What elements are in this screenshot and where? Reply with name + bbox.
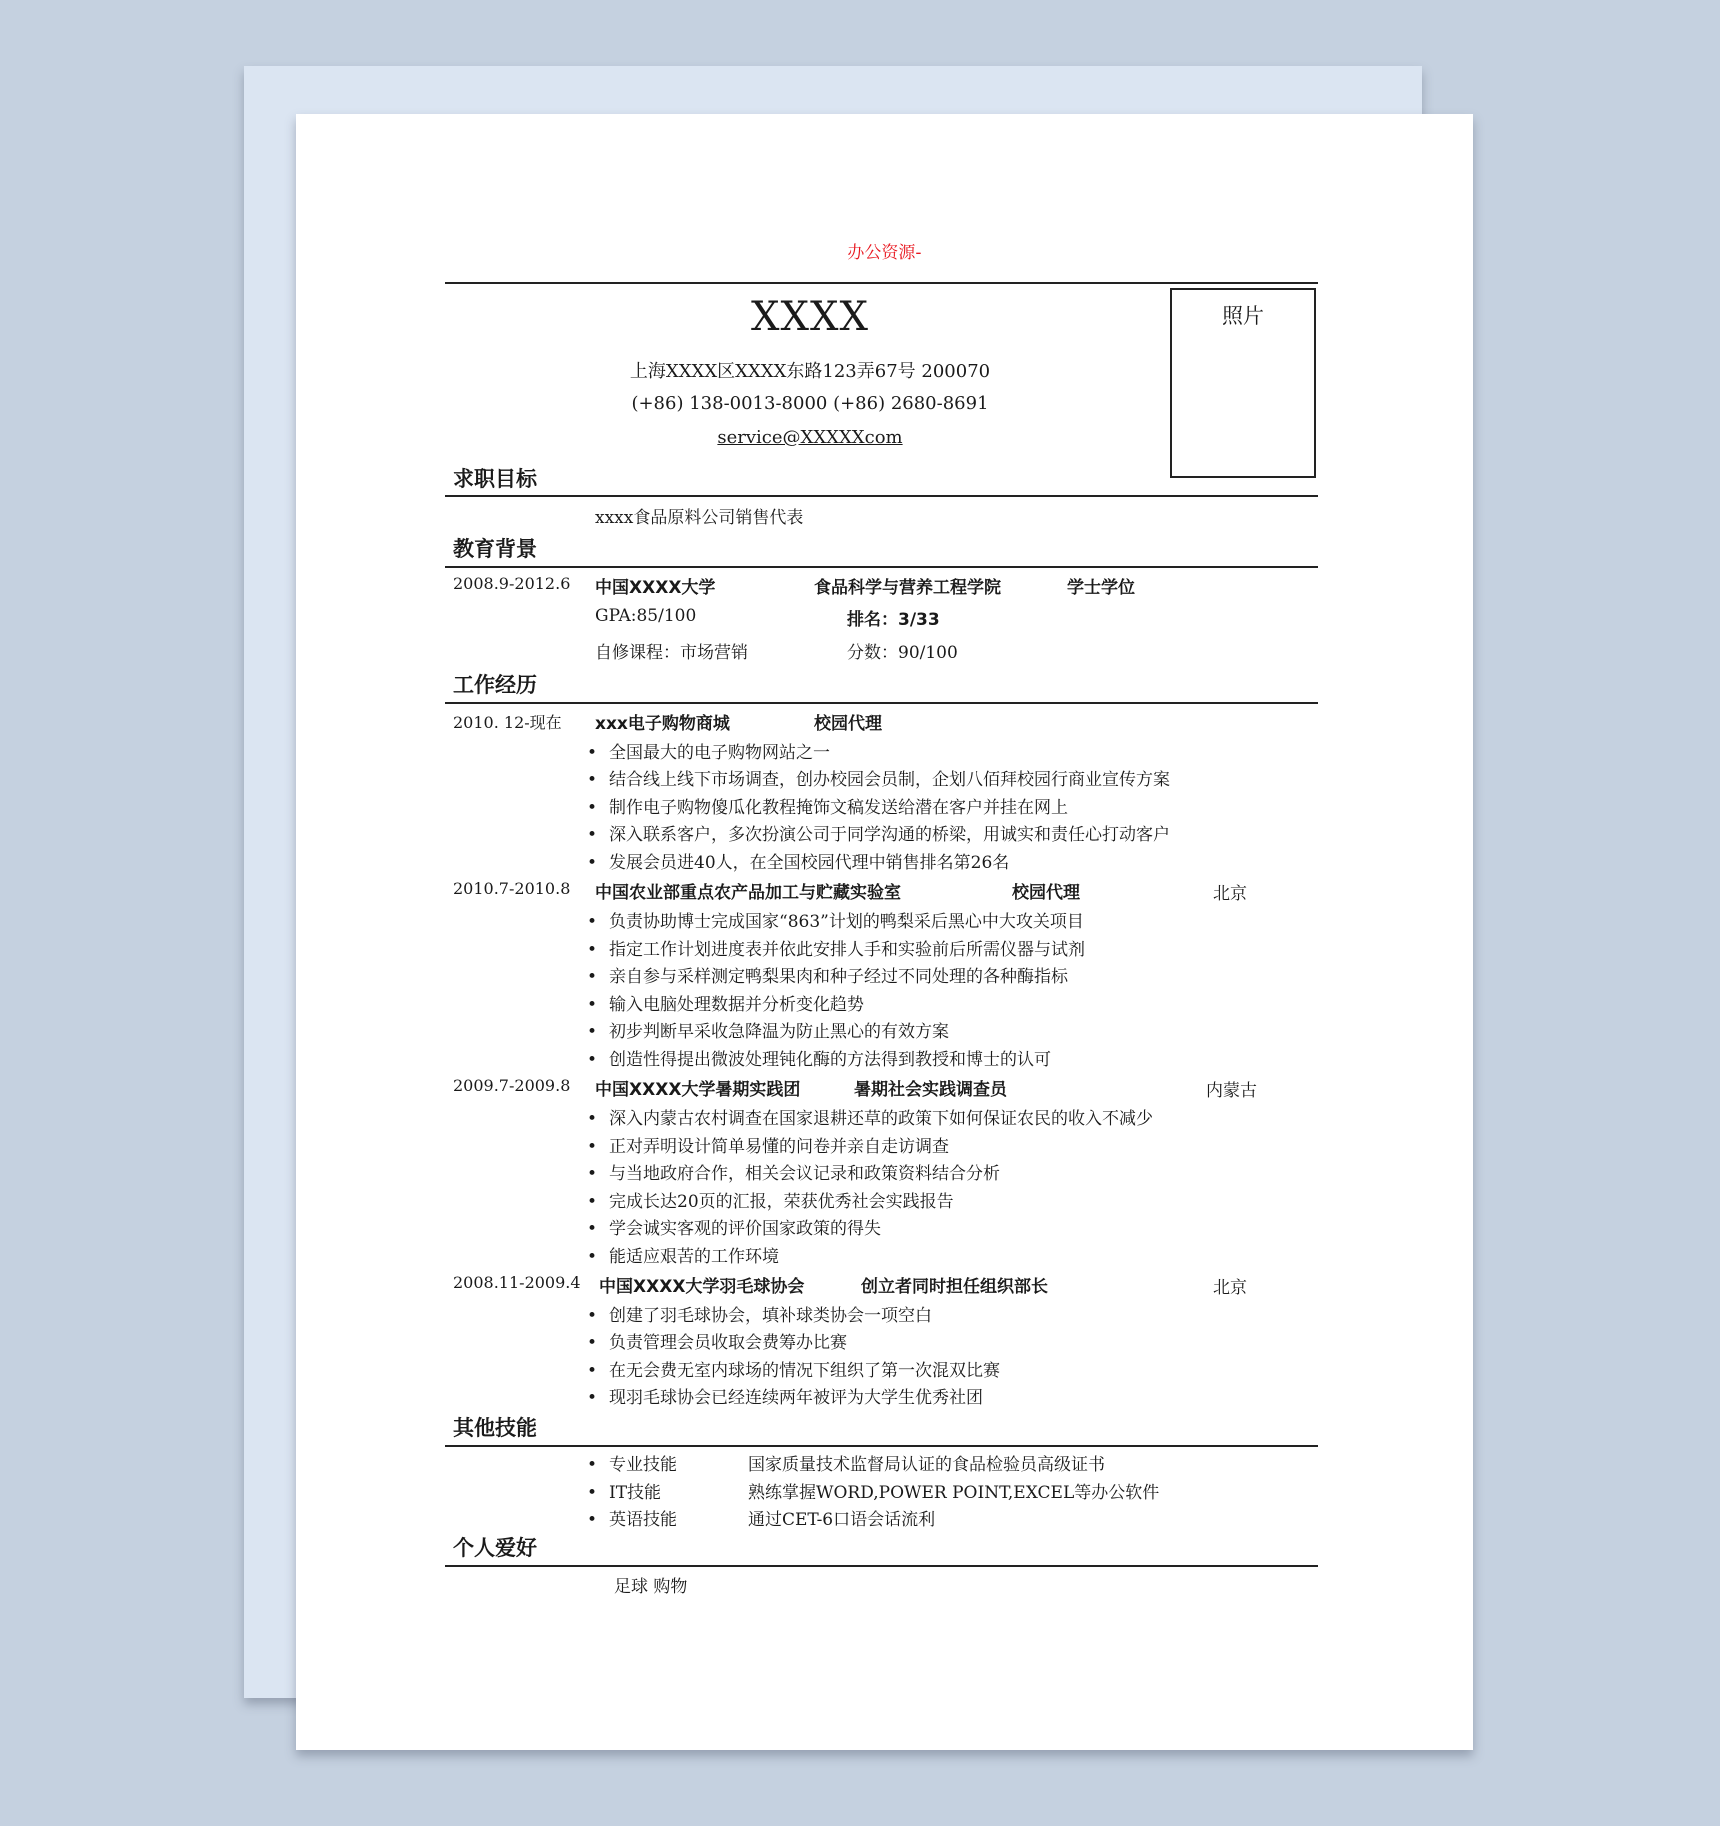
skill-item: • 英语技能 — [587, 1510, 677, 1530]
objective-text: xxxx食品原料公司销售代表 — [595, 508, 804, 528]
skill-name: 英语技能 — [609, 1510, 677, 1530]
address: 上海XXXX区XXXX东路123弄67号 200070 — [629, 361, 991, 382]
job-organization: 中国农业部重点农产品加工与贮藏实验室 — [595, 883, 901, 903]
header-top-rule — [445, 282, 1318, 284]
photo-label: 照片 — [1222, 304, 1264, 328]
job-bullet: • 现羽毛球协会已经连续两年被评为大学生优秀社团 — [587, 1388, 983, 1408]
job-bullet: • 在无会费无室内球场的情况下组织了第一次混双比赛 — [587, 1361, 1000, 1381]
job-bullet: • 指定工作计划进度表并依此安排人手和实验前后所需仪器与试剂 — [587, 940, 1085, 960]
job-bullet: • 输入电脑处理数据并分析变化趋势 — [587, 995, 864, 1015]
job-bullet: • 创建了羽毛球协会，填补球类协会一项空白 — [587, 1306, 932, 1326]
job-date: 2008.11-2009.4 — [453, 1273, 581, 1292]
hobbies-text: 足球 购物 — [614, 1577, 688, 1597]
section-title-skills: 其他技能 — [453, 1416, 537, 1440]
watermark: 办公资源- — [847, 243, 922, 263]
skill-name: 专业技能 — [609, 1455, 677, 1475]
job-organization: 中国XXXX大学羽毛球协会 — [599, 1277, 805, 1297]
section-title-hobbies: 个人爱好 — [453, 1536, 537, 1560]
education-rank: 排名：3/33 — [847, 610, 940, 630]
job-location: 北京 — [1213, 884, 1247, 904]
email-link[interactable]: service@XXXXXcom — [717, 427, 903, 448]
section-rule-hobbies — [445, 1565, 1318, 1567]
job-bullet: • 全国最大的电子购物网站之一 — [587, 743, 830, 763]
job-bullet: • 与当地政府合作，相关会议记录和政策资料结合分析 — [587, 1164, 1000, 1184]
candidate-name: XXXX — [751, 294, 869, 340]
job-location: 北京 — [1213, 1278, 1247, 1298]
section-title-objective: 求职目标 — [453, 467, 537, 491]
job-bullet: • 亲自参与采样测定鸭梨果肉和种子经过不同处理的各种酶指标 — [587, 967, 1068, 987]
skill-name: IT技能 — [609, 1483, 662, 1503]
job-location: 内蒙古 — [1206, 1081, 1257, 1101]
section-rule-objective — [445, 495, 1318, 497]
job-bullet: • 能适应艰苦的工作环境 — [587, 1247, 779, 1267]
job-date: 2009.7-2009.8 — [453, 1076, 571, 1095]
job-bullet: • 负责管理会员收取会费筹办比赛 — [587, 1333, 847, 1353]
job-bullet: • 发展会员进40人，在全国校园代理中销售排名第26名 — [587, 853, 1010, 873]
job-bullet: • 深入内蒙古农村调查在国家退耕还草的政策下如何保证农民的收入不减少 — [587, 1109, 1153, 1129]
section-rule-skills — [445, 1445, 1318, 1447]
education-school: 中国XXXX大学 — [595, 578, 716, 598]
section-title-education: 教育背景 — [453, 537, 537, 561]
job-bullet: • 深入联系客户，多次扮演公司于同学沟通的桥梁，用诚实和责任心打动客户 — [587, 825, 1170, 845]
section-rule-work — [445, 702, 1318, 704]
skill-description: 熟练掌握WORD,POWER POINT,EXCEL等办公软件 — [748, 1483, 1160, 1503]
job-bullet: • 制作电子购物傻瓜化教程掩饰文稿发送给潜在客户并挂在网上 — [587, 798, 1068, 818]
skill-item: • 专业技能 — [587, 1455, 677, 1475]
section-title-work: 工作经历 — [453, 673, 537, 697]
job-role: 校园代理 — [1012, 883, 1080, 903]
skill-item: • IT技能 — [587, 1483, 662, 1503]
job-bullet: • 负责协助博士完成国家“863”计划的鸭梨采后黑心中大攻关项目 — [587, 912, 1084, 932]
education-course: 自修课程：市场营销 — [595, 643, 748, 663]
skill-description: 通过CET-6口语会话流利 — [748, 1510, 936, 1530]
job-date: 2010.7-2010.8 — [453, 879, 571, 898]
skill-description: 国家质量技术监督局认证的食品检验员高级证书 — [748, 1455, 1105, 1475]
job-organization: xxx电子购物商城 — [595, 714, 730, 734]
job-bullet: • 创造性得提出微波处理钝化酶的方法得到教授和博士的认可 — [587, 1050, 1051, 1070]
job-role: 暑期社会实践调查员 — [854, 1080, 1007, 1100]
phone-numbers: (+86) 138-0013-8000 (+86) 2680-8691 — [631, 393, 989, 414]
job-bullet: • 正对弄明设计简单易懂的问卷并亲自走访调查 — [587, 1137, 949, 1157]
job-bullet: • 结合线上线下市场调查，创办校园会员制，企划八佰拜校园行商业宣传方案 — [587, 770, 1170, 790]
education-college: 食品科学与营养工程学院 — [814, 578, 1001, 598]
education-degree: 学士学位 — [1067, 578, 1135, 598]
job-bullet: • 完成长达20页的汇报，荣获优秀社会实践报告 — [587, 1192, 954, 1212]
section-rule-education — [445, 566, 1318, 568]
photo-placeholder — [1170, 288, 1316, 478]
education-gpa: GPA:85/100 — [595, 606, 697, 626]
job-date: 2010. 12-现在 — [453, 713, 562, 732]
job-role: 校园代理 — [814, 714, 882, 734]
job-bullet: • 初步判断早采收急降温为防止黑心的有效方案 — [587, 1022, 949, 1042]
job-bullet: • 学会诚实客观的评价国家政策的得失 — [587, 1219, 881, 1239]
job-organization: 中国XXXX大学暑期实践团 — [595, 1080, 801, 1100]
education-score: 分数：90/100 — [847, 643, 958, 663]
job-role: 创立者同时担任组织部长 — [861, 1277, 1048, 1297]
education-date: 2008.9-2012.6 — [453, 574, 571, 593]
resume-page — [296, 114, 1473, 1750]
